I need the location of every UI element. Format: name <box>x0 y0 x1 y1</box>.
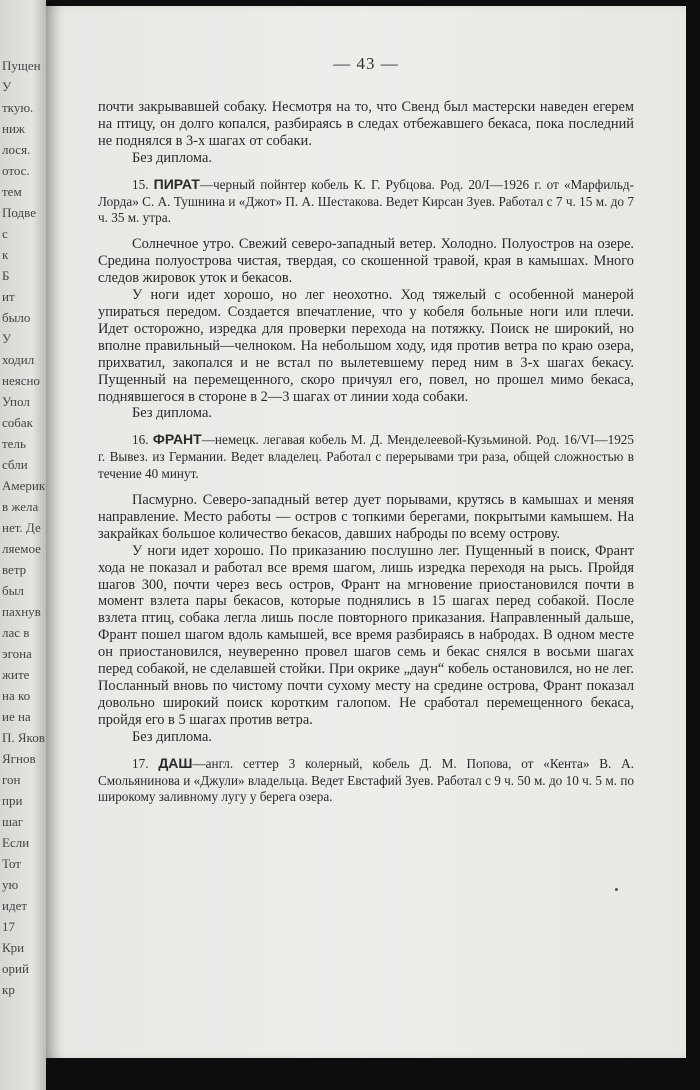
facing-page-fragment: ляемое <box>2 541 41 556</box>
adjacent-page-edge <box>0 0 46 1090</box>
paragraph: Солнечное утро. Свежий северо-западный ветер. Холодно. Полуостров на озере. Средина полуострова чистая, твердая, со скошенной травой, края в камышах. Много следов жировок уток и бекасов. <box>98 236 634 287</box>
entry-number: 15. <box>132 176 154 192</box>
paragraph: У ноги идет хорошо. По приказанию послушно лег. Пущенный в поиск, Франт хода не показал и работал все время шагом, лишь изредка переходя на рысь. Пройдя шагов 300, почти через весь остров, Франт на мгновение приостановился почти в момент взлета пары бекасов, которые поднялись в 15 шагах перед собакой. После взлета птиц, собака легла лишь после повторного приказания. Направленный дальше, Франт пошел шагом вдоль камышей, все время разбираясь в набродах. В одном месте он приостановился, неуверенно провел шагов семь и бекас снялся в восьми шагах перед собакой, не сделавшей стойки. При окрике „даун“ кобель остановился, но не лег. Посланный вновь по чистому почти сухому месту на средине острова, Франт показал довольно широкий поиск коротким галопом. Не сработал перемещенного бекаса, пройдя его в 5 шагах против ветра. <box>98 542 634 728</box>
facing-page-fragment: орий <box>2 961 29 976</box>
facing-page-fragment: жите <box>2 667 30 682</box>
facing-page-fragment: тель <box>2 436 26 451</box>
facing-page-fragment: Б <box>2 268 10 283</box>
facing-page-fragment: эгона <box>2 646 32 661</box>
facing-page-fragment: ходил <box>2 352 35 367</box>
facing-page-fragment: собак <box>2 415 33 430</box>
entry-details: —черный пойнтер кобель К. Г. Рубцова. Род. 20/I—1926 г. от «Марфильд-Лорда» С. А. Тушнина и «Джот» П. А. Шестакова. Ведет Кирсан Зуев. Работал с 7 ч. 15 м. до 7 ч. 35 м. утра. <box>98 176 635 226</box>
facing-page-fragment: Подве <box>2 205 36 220</box>
facing-page-fragment: в жела <box>2 499 39 514</box>
page-text <box>98 99 634 815</box>
facing-page-fragment: был <box>2 583 24 598</box>
print-speck <box>615 888 618 891</box>
facing-page-fragment: Упол <box>2 394 30 409</box>
facing-page-fragment: Пущен <box>2 58 41 73</box>
facing-page-fragment: тем <box>2 184 22 199</box>
facing-page-fragment: Америк <box>2 478 46 493</box>
spacer <box>98 806 634 815</box>
facing-page-fragment: с <box>2 226 8 241</box>
facing-page-fragment: лося. <box>2 142 31 157</box>
entry-number: 17. <box>132 755 159 771</box>
page-number: — 43 — <box>333 54 399 73</box>
facing-page-fragment: неясно <box>2 373 40 388</box>
verdict-line: Без диплома. <box>132 149 212 166</box>
facing-page-fragment: ветр <box>2 562 27 577</box>
entry-number: 16. <box>132 432 153 448</box>
facing-page-fragment: к <box>2 247 9 262</box>
entry-details: —англ. сеттер 3 колерный, кобель Д. М. Попова, от «Кента» В. А. Смольянинова и «Джули» владельца. Ведет Евстафий Зуев. Работал с 9 ч. 50 м. до 10 ч. 5 м. по широкому заливному лугу у берега озера. <box>98 755 634 805</box>
facing-page-fragment: гон <box>2 772 21 787</box>
book-page <box>46 6 686 1058</box>
facing-page-fragment: лас в <box>2 625 30 640</box>
paragraph: Пасмурно. Северо-западный ветер дует порывами, крутясь в камышах и меняя направление. Место работы — остров с топкими берегами, покрытыми камышем. На закрайках большое количество бекасов, давших наброды по всему острову. <box>98 492 634 542</box>
spacer <box>98 227 634 236</box>
facing-page-fragment: Тот <box>2 856 21 871</box>
facing-page-fragment: П. Яков <box>2 730 45 745</box>
spacer <box>98 746 634 755</box>
facing-page-fragment: Если <box>2 835 30 850</box>
facing-page-fragment: пахнув <box>2 604 41 619</box>
verdict-line: Без диплома. <box>132 728 212 745</box>
facing-page-fragment: ит <box>2 289 15 304</box>
facing-page-fragment: ие на <box>2 709 31 724</box>
facing-page-fragment: было <box>2 310 31 325</box>
facing-page-fragment: У <box>2 79 12 94</box>
facing-page-fragment: ую <box>2 877 19 892</box>
spacer <box>98 483 634 492</box>
dog-name: ФРАНТ <box>152 431 202 448</box>
spacer <box>98 422 634 431</box>
facing-page-fragment: нет. Де <box>2 520 41 535</box>
verdict-line: Без диплома. <box>132 405 212 422</box>
facing-page-fragment: Ягнов <box>2 751 36 766</box>
facing-page-fragment: кр <box>2 982 15 997</box>
dog-entry-header <box>98 755 634 807</box>
facing-page-fragment: сбли <box>2 457 28 472</box>
facing-page-fragment: при <box>2 793 23 808</box>
dog-name: ДАШ <box>158 754 193 771</box>
paragraph: почти закрывавшей собаку. Несмотря на то, что Свенд был мастерски наведен егерем на птицу, он долго копался, разбираясь в следах отбежавшего бекаса, пока последний не поднялся в 3-х шагах от собаки. <box>98 99 634 149</box>
dog-entry-header <box>98 431 634 483</box>
facing-page-fragment: 17 <box>2 919 15 934</box>
entry-details: —немецк. легавая кобель М. Д. Менделеевой-Кузьминой. Род. 16/VI—1925 г. Вывез. из Германии. Ведет владелец. Работал с перерывами три раза, общей сложностью в течение 40 минут. <box>98 432 634 482</box>
facing-page-fragment: ниж <box>2 121 25 136</box>
facing-page-fragment: ткую. <box>2 100 34 115</box>
paragraph: У ноги идет хорошо, но лег неохотно. Ход тяжелый с особенной манерой упираться передом. Создается впечатление, что у кобеля больные ноги или плечи. Идет осторожно, изредка для проверки перехода на потяжку. Поиск не широкий, но вполне правильный—челноком. На небольшом ходу, идя против ветра по краю озера, прихватил, закопался и не встал по вылетевшему перед ним в 3-х шагах бекасу. Пущенный на перемещенного, скоро причуял его, повел, но прошел мимо бекаса, поднявшегося в стороне в 2—3 шагах от линии хода собаки. <box>98 287 634 405</box>
facing-page-fragment: шаг <box>2 814 24 829</box>
facing-page-fragment: отос. <box>2 163 30 178</box>
spacer <box>98 167 634 176</box>
facing-page-fragment: У <box>2 331 12 346</box>
dog-entry-header <box>98 176 634 228</box>
dog-name: ПИРАТ <box>153 175 200 192</box>
facing-page-fragment: идет <box>2 898 28 913</box>
facing-page-fragment: Кри <box>2 940 25 955</box>
facing-page-fragment: на ко <box>2 688 31 703</box>
